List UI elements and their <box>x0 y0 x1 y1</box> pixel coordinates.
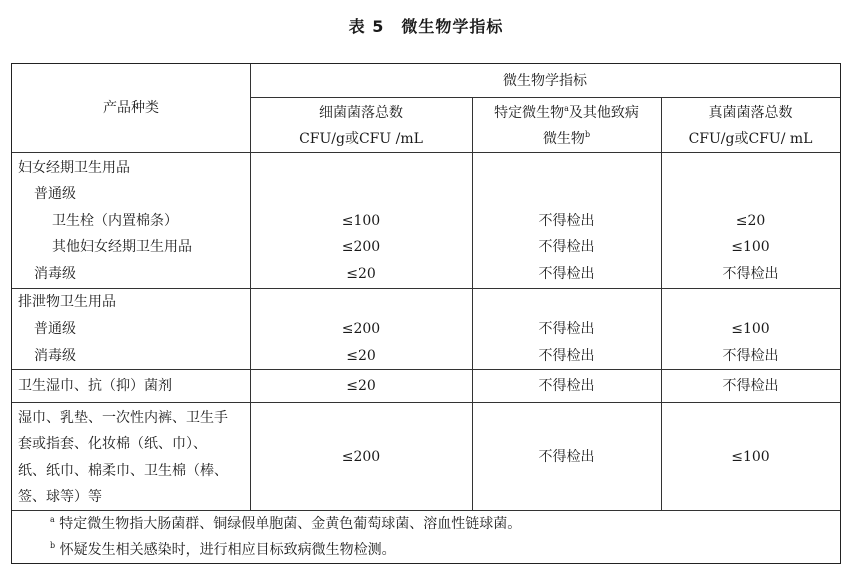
group-name-line: 纸、纸巾、棉柔巾、卫生棉（棒、 <box>18 463 228 479</box>
cell-fungi: 不得检出 <box>722 348 779 364</box>
cell-pathogen: 不得检出 <box>538 239 595 255</box>
rule-under-group1 <box>12 288 840 289</box>
group-name-line: 签、球等）等 <box>18 489 102 505</box>
cell-bacteria: ≤200 <box>341 239 381 255</box>
cell-bacteria: ≤20 <box>346 378 376 394</box>
row-label-tampon: 卫生栓（内置棉条） <box>52 213 178 229</box>
header-pathogen-subtitle: 微生物$^b$ <box>542 130 591 147</box>
cell-bacteria: ≤100 <box>341 213 381 229</box>
cell-pathogen: 不得检出 <box>538 321 595 337</box>
header-product-category: 产品种类 <box>103 100 159 116</box>
cell-fungi: ≤20 <box>735 213 766 229</box>
row-label-normal-grade: 普通级 <box>34 321 76 337</box>
cell-fungi: ≤100 <box>731 239 770 255</box>
header-bacteria-title: 细菌菌落总数 <box>319 105 403 121</box>
header-pathogen-title: 特定微生物$^a$及其他致病 <box>494 104 639 121</box>
group-name-excreta: 排泄物卫生用品 <box>18 294 116 310</box>
micro-indicator-table <box>11 63 841 564</box>
cell-fungi: 不得检出 <box>722 378 779 394</box>
cell-bacteria: ≤20 <box>346 348 376 364</box>
group-name-line: 套或指套、化妆棉（纸、巾）、 <box>18 436 207 452</box>
cell-pathogen: 不得检出 <box>538 213 595 229</box>
row-label-other-menstrual: 其他妇女经期卫生用品 <box>52 239 192 255</box>
header-fungi-unit: CFU/g或CFU/ mL <box>688 131 813 147</box>
rule-under-indicator <box>250 97 840 98</box>
rule-under-group2 <box>12 369 840 370</box>
cell-bacteria: ≤200 <box>341 321 381 337</box>
cell-pathogen: 不得检出 <box>538 348 595 364</box>
header-micro-indicator: 微生物学指标 <box>503 73 587 89</box>
group-name-wipes-antibacterial: 卫生湿巾、抗（抑）菌剂 <box>18 378 172 394</box>
rule-above-footnotes <box>12 510 840 511</box>
cell-pathogen: 不得检出 <box>538 378 595 394</box>
rule-under-group3 <box>12 402 840 403</box>
row-label-disinfection-grade: 消毒级 <box>34 266 76 282</box>
header-bacteria-unit: CFU/g或CFU /mL <box>299 131 423 147</box>
cell-fungi: 不得检出 <box>722 266 779 282</box>
cell-bacteria: ≤20 <box>346 266 376 282</box>
cell-fungi: ≤100 <box>731 321 770 337</box>
group-name-menstrual: 妇女经期卫生用品 <box>18 160 130 176</box>
header-fungi-title: 真菌菌落总数 <box>708 105 793 121</box>
footnote-b: $^b$ 怀疑发生相关感染时，进行相应目标致病微生物检测。 <box>50 541 396 558</box>
row-label-normal-grade: 普通级 <box>34 186 76 202</box>
rule-under-header <box>12 152 840 153</box>
cell-bacteria: ≤200 <box>341 449 381 465</box>
cell-pathogen: 不得检出 <box>538 449 595 465</box>
cell-pathogen: 不得检出 <box>538 266 595 282</box>
table-title: 表 5 微生物学指标 <box>348 17 504 36</box>
group-name-line: 湿巾、乳垫、一次性内裤、卫生手 <box>18 410 228 426</box>
row-label-disinfection-grade: 消毒级 <box>34 348 76 364</box>
footnote-a: $^a$ 特定微生物指大肠菌群、铜绿假单胞菌、金黄色葡萄球菌、溶血性链球菌。 <box>50 515 522 532</box>
cell-fungi: ≤100 <box>731 449 770 465</box>
